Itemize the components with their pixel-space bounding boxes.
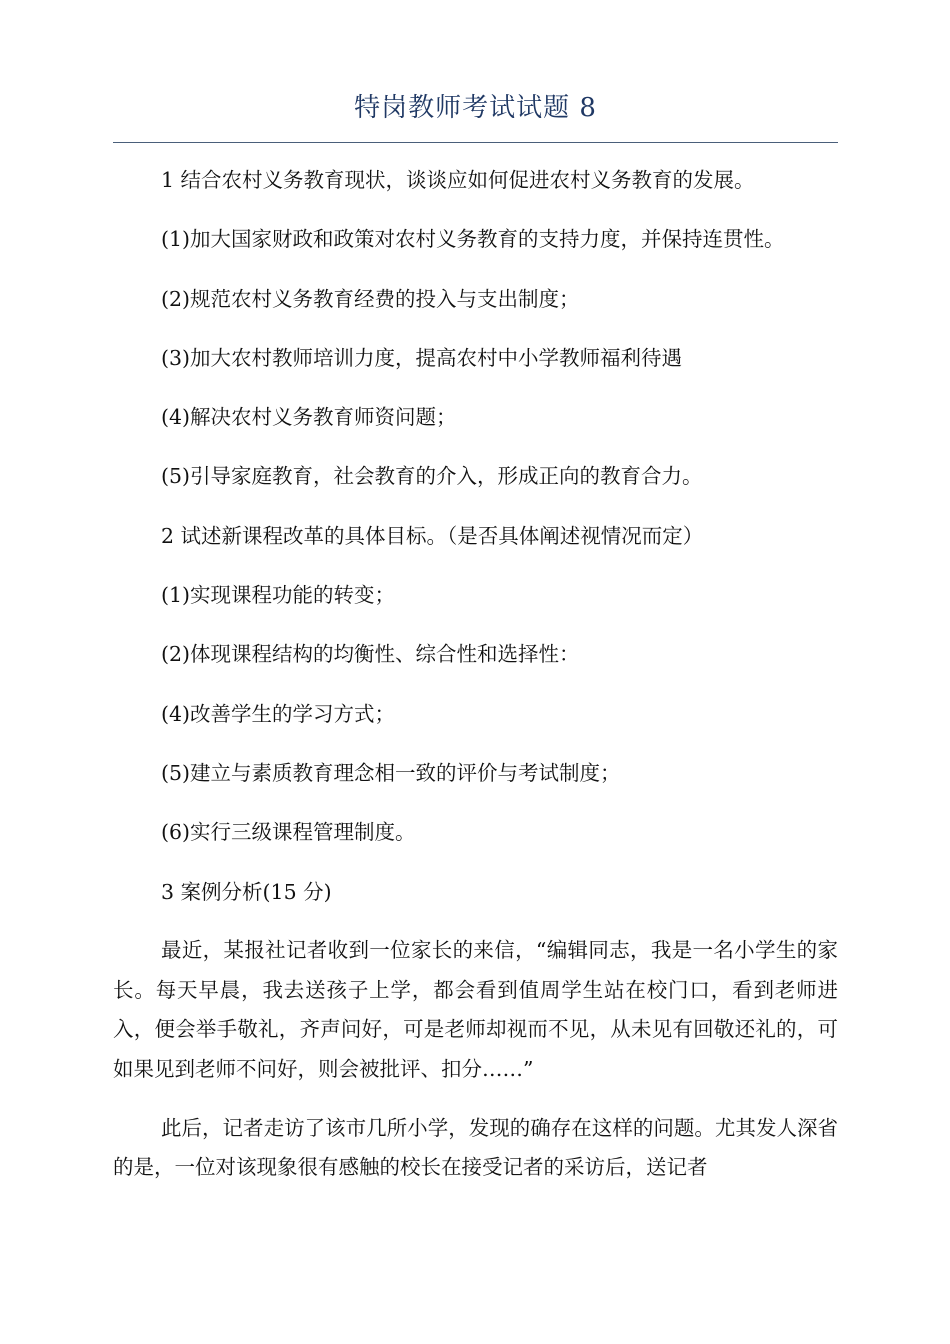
question-1-heading: 1 结合农村义务教育现状，谈谈应如何促进农村义务教育的发展。 (161, 168, 755, 192)
question-2-heading: 2 试述新课程改革的具体目标。（是否具体阐述视情况而定） (161, 523, 704, 548)
case-paragraph-2: 此后，记者走访了该市几所小学，发现的确存在这样的问题。尤其发人深省的是，一位对该现象很有感触的校长在接受记者的采访后，送记者 (113, 1115, 838, 1180)
answer-1-item-2: (2)规范农村义务教育经费的投入与支出制度； (161, 286, 580, 311)
answer-1-item-1: (1)加大国家财政和政策对农村义务教育的支持力度，并保持连贯性。 (161, 227, 785, 252)
title-divider (113, 142, 838, 143)
answer-2-item-2: (2)体现课程结构的均衡性、综合性和选择性： (161, 642, 580, 667)
document-title: 特岗教师考试试题 8 (354, 93, 597, 123)
answer-1-item-4: (4)解决农村义务教育师资问题； (161, 405, 457, 430)
answer-2-item-1: (1)实现课程功能的转变； (161, 583, 396, 608)
answer-1-item-5: (5)引导家庭教育，社会教育的介入，形成正向的教育合力。 (161, 464, 703, 489)
answer-2-item-5: (5)建立与素质教育理念相一致的评价与考试制度； (161, 760, 621, 785)
question-3-heading: 3 案例分析(15 分) (161, 879, 332, 904)
document-body (113, 160, 838, 1188)
answer-2-item-4: (4)改善学生的学习方式； (161, 701, 396, 726)
case-paragraph-1: 最近，某报社记者收到一位家长的来信，“编辑同志，我是一名小学生的家长。每天早晨，我去送孩子上学，都会看到值周学生站在校门口，看到老师进入，便会举手敬礼，齐声问好，可是老师却视而不见，从未见有回敬还礼的，可如果见到老师不问好，则会被批评、扣分……” (113, 937, 838, 1081)
answer-2-item-6: (6)实行三级课程管理制度。 (161, 820, 416, 845)
answer-1-item-3: (3)加大农村教师培训力度，提高农村中小学教师福利待遇 (161, 345, 683, 370)
